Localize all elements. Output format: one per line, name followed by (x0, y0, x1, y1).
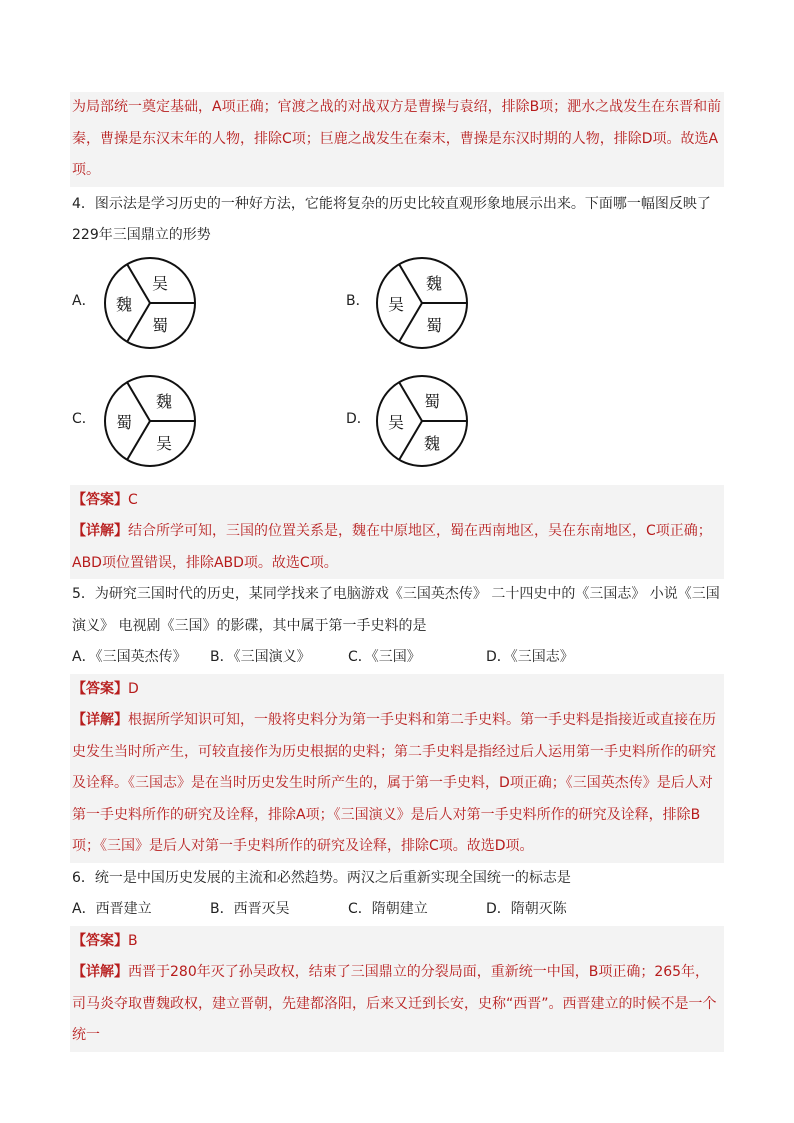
option-c-label: C． (72, 410, 96, 427)
option-a-label: A． (72, 292, 96, 309)
option-b-pie-diagram (374, 255, 470, 355)
question-4-answer (70, 485, 724, 517)
question-6-detail (70, 957, 724, 1052)
answer-tag: 【答案】 (72, 680, 128, 697)
option-d-top-right-label: 蜀 (424, 391, 441, 411)
answer-value: C (128, 491, 138, 508)
option-a-pie-diagram (102, 255, 198, 355)
option-c: C．《三国》 (348, 649, 421, 665)
detail-tag: 【详解】 (72, 712, 128, 728)
answer-value: D (128, 680, 139, 697)
question-6-stem: 6．统一是中国历史发展的主流和必然趋势。两汉之后重新实现全国统一的标志是 (72, 869, 571, 886)
question-4-detail (70, 516, 724, 579)
option-c: C．隋朝建立 (348, 901, 428, 917)
question-4-stem: 4．图示法是学习历史的一种好方法，它能将复杂的历史比较直观形象地展示出来。下面哪一幅图反映了229年三国鼎立的形势 (72, 195, 711, 243)
detail-text: 西晋于280年灭了孙吴政权，结束了三国鼎立的分裂局面，重新统一中国，B项正确；265年，司马炎夺取曹魏政权，建立晋朝，先建都洛阳，后来又迁到长安，史称“西晋”。西晋建立的时候不是一个统一 (72, 964, 717, 1043)
option-b-label: B． (346, 292, 370, 309)
previous-detail: 为局部统一奠定基础，A项正确；官渡之战的对战双方是曹操与袁绍，排除B项；淝水之战发生在东晋和前秦，曹操是东汉末年的人物，排除C项；巨鹿之战发生在秦末，曹操是东汉时期的人物，排除D项。故选A项。 (70, 92, 724, 187)
option-c-top-right-label: 魏 (156, 391, 173, 411)
question-5-detail (70, 705, 724, 863)
question-4-figures-row-1 (70, 252, 724, 356)
option-d-left-label: 吴 (388, 412, 405, 432)
option-a: A．《三国英杰传》 (72, 649, 187, 665)
option-c-left-label: 蜀 (116, 412, 133, 432)
option-d: D．《三国志》 (486, 649, 574, 665)
detail-tag: 【详解】 (72, 523, 128, 539)
detail-tag: 【详解】 (72, 964, 128, 980)
question-4-figures-row-2 (70, 370, 724, 474)
option-d: D．隋朝灭陈 (486, 901, 567, 917)
exam-page (70, 92, 724, 1052)
option-d-pie-diagram (374, 373, 470, 473)
option-a: A．西晋建立 (72, 901, 152, 917)
question-5-stem: 5．为研究三国时代的历史，某同学找来了电脑游戏《三国英杰传》 二十四史中的《三国志》 小说《三国演义》 电视剧《三国》的影碟，其中属于第一手史料的是 (72, 586, 720, 634)
question-5-options (70, 642, 724, 674)
option-c-bottom-right-label: 吴 (156, 433, 173, 453)
option-b: B．西晋灭吴 (210, 901, 290, 917)
detail-text: 结合所学可知，三国的位置关系是，魏在中原地区，蜀在西南地区，吴在东南地区，C项正确；ABD项位置错误，排除ABD项。故选C项。 (72, 523, 712, 571)
option-b: B．《三国演义》 (210, 649, 311, 665)
option-a-top-right-label: 吴 (152, 273, 169, 293)
answer-tag: 【答案】 (72, 932, 128, 949)
answer-tag: 【答案】 (72, 491, 128, 508)
question-5-answer (70, 674, 724, 706)
option-b-left-label: 吴 (388, 294, 405, 314)
option-a-bottom-right-label: 蜀 (152, 315, 169, 335)
option-b-bottom-right-label: 蜀 (426, 315, 443, 335)
question-6-options (70, 894, 724, 926)
detail-text: 根据所学知识可知，一般将史料分为第一手史料和第二手史料。第一手史料是指接近或直接在历史发生当时所产生，可较直接作为历史根据的史料；第二手史料是指经过后人运用第一手史料所作的研究及诠释。《三国志》是在当时历史发生时所产生的，属于第一手史料，D项正确；《三国英杰传》是后人对第一手史料所作的研究及诠释，排除A项；《三国演义》是后人对第一手史料所作的研究及诠释，排除B项；《三国》是后人对第一手史料所作的研究及诠释，排除C项。故选D项。 (72, 712, 716, 854)
option-b-top-right-label: 魏 (426, 273, 443, 293)
option-d-bottom-right-label: 魏 (424, 433, 441, 453)
option-a-left-label: 魏 (116, 294, 133, 314)
question-6-answer (70, 926, 724, 958)
option-d-label: D． (346, 410, 371, 427)
option-c-pie-diagram (102, 373, 198, 473)
answer-value: B (128, 932, 138, 949)
